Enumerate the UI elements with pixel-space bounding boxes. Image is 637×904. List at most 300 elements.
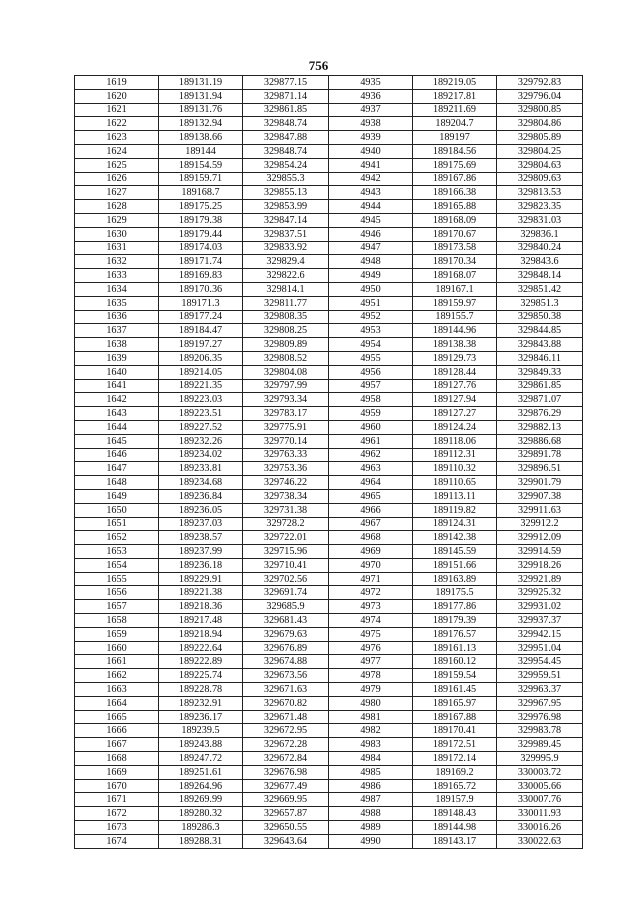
point-id-left-cell: 1636: [75, 310, 159, 324]
y-coordinate-left-cell: 329855.3: [243, 172, 329, 186]
y-coordinate-right-cell: 329846.11: [497, 351, 583, 365]
y-coordinate-left-cell: 329793.34: [243, 393, 329, 407]
point-id-right-cell: 4984: [329, 752, 413, 766]
table-row: [75, 103, 583, 117]
x-coordinate-left-cell: 189170.36: [159, 282, 243, 296]
x-coordinate-right-cell: 189169.2: [413, 765, 497, 779]
x-coordinate-right-cell: 189163.89: [413, 572, 497, 586]
point-id-left-cell: 1620: [75, 89, 159, 103]
x-coordinate-right-cell: 189175.69: [413, 158, 497, 172]
coordinates-table-body: [75, 76, 583, 849]
y-coordinate-left-cell: 329829.4: [243, 255, 329, 269]
table-row: [75, 641, 583, 655]
point-id-left-cell: 1647: [75, 462, 159, 476]
point-id-left-cell: 1659: [75, 627, 159, 641]
point-id-left-cell: 1623: [75, 131, 159, 145]
point-id-left-cell: 1660: [75, 641, 159, 655]
y-coordinate-left-cell: 329674.88: [243, 655, 329, 669]
point-id-left-cell: 1662: [75, 669, 159, 683]
point-id-left-cell: 1628: [75, 200, 159, 214]
y-coordinate-left-cell: 329746.22: [243, 476, 329, 490]
y-coordinate-left-cell: 329848.74: [243, 117, 329, 131]
y-coordinate-right-cell: 329886.68: [497, 434, 583, 448]
table-row: [75, 158, 583, 172]
x-coordinate-right-cell: 189165.97: [413, 696, 497, 710]
point-id-right-cell: 4974: [329, 614, 413, 628]
point-id-right-cell: 4952: [329, 310, 413, 324]
point-id-left-cell: 1638: [75, 338, 159, 352]
x-coordinate-left-cell: 189238.57: [159, 531, 243, 545]
point-id-left-cell: 1641: [75, 379, 159, 393]
x-coordinate-right-cell: 189144.98: [413, 821, 497, 835]
y-coordinate-right-cell: 330016.26: [497, 821, 583, 835]
x-coordinate-right-cell: 189138.38: [413, 338, 497, 352]
x-coordinate-left-cell: 189132.94: [159, 117, 243, 131]
point-id-left-cell: 1646: [75, 448, 159, 462]
point-id-left-cell: 1645: [75, 434, 159, 448]
point-id-right-cell: 4979: [329, 683, 413, 697]
y-coordinate-right-cell: 329912.09: [497, 531, 583, 545]
x-coordinate-left-cell: 189228.78: [159, 683, 243, 697]
x-coordinate-left-cell: 189264.96: [159, 779, 243, 793]
x-coordinate-right-cell: 189119.82: [413, 503, 497, 517]
point-id-right-cell: 4965: [329, 489, 413, 503]
point-id-right-cell: 4951: [329, 296, 413, 310]
y-coordinate-left-cell: 329673.56: [243, 669, 329, 683]
y-coordinate-right-cell: 329861.85: [497, 379, 583, 393]
x-coordinate-left-cell: 189251.61: [159, 765, 243, 779]
x-coordinate-left-cell: 189229.91: [159, 572, 243, 586]
y-coordinate-left-cell: 329847.14: [243, 213, 329, 227]
y-coordinate-left-cell: 329731.38: [243, 503, 329, 517]
y-coordinate-right-cell: 329840.24: [497, 241, 583, 255]
y-coordinate-left-cell: 329809.89: [243, 338, 329, 352]
x-coordinate-left-cell: 189222.64: [159, 641, 243, 655]
y-coordinate-left-cell: 329854.24: [243, 158, 329, 172]
point-id-left-cell: 1640: [75, 365, 159, 379]
x-coordinate-right-cell: 189157.9: [413, 793, 497, 807]
point-id-right-cell: 4988: [329, 807, 413, 821]
point-id-left-cell: 1664: [75, 696, 159, 710]
y-coordinate-left-cell: 329783.17: [243, 407, 329, 421]
table-row: [75, 144, 583, 158]
x-coordinate-left-cell: 189138.66: [159, 131, 243, 145]
point-id-right-cell: 4940: [329, 144, 413, 158]
y-coordinate-left-cell: 329775.91: [243, 420, 329, 434]
y-coordinate-left-cell: 329814.1: [243, 282, 329, 296]
x-coordinate-left-cell: 189174.03: [159, 241, 243, 255]
table-row: [75, 558, 583, 572]
x-coordinate-left-cell: 189171.74: [159, 255, 243, 269]
point-id-right-cell: 4944: [329, 200, 413, 214]
y-coordinate-left-cell: 329808.35: [243, 310, 329, 324]
y-coordinate-right-cell: 329851.42: [497, 282, 583, 296]
table-row: [75, 531, 583, 545]
x-coordinate-right-cell: 189129.73: [413, 351, 497, 365]
x-coordinate-right-cell: 189167.88: [413, 710, 497, 724]
point-id-right-cell: 4975: [329, 627, 413, 641]
point-id-left-cell: 1674: [75, 834, 159, 848]
x-coordinate-left-cell: 189169.83: [159, 269, 243, 283]
point-id-right-cell: 4981: [329, 710, 413, 724]
table-row: [75, 213, 583, 227]
point-id-right-cell: 4948: [329, 255, 413, 269]
x-coordinate-left-cell: 189221.35: [159, 379, 243, 393]
x-coordinate-right-cell: 189172.51: [413, 738, 497, 752]
y-coordinate-right-cell: 329843.6: [497, 255, 583, 269]
x-coordinate-left-cell: 189131.19: [159, 76, 243, 90]
point-id-left-cell: 1673: [75, 821, 159, 835]
point-id-left-cell: 1655: [75, 572, 159, 586]
x-coordinate-left-cell: 189236.17: [159, 710, 243, 724]
point-id-right-cell: 4968: [329, 531, 413, 545]
y-coordinate-left-cell: 329753.36: [243, 462, 329, 476]
y-coordinate-right-cell: 329831.03: [497, 213, 583, 227]
table-row: [75, 476, 583, 490]
table-row: [75, 696, 583, 710]
x-coordinate-right-cell: 189219.05: [413, 76, 497, 90]
y-coordinate-left-cell: 329738.34: [243, 489, 329, 503]
x-coordinate-right-cell: 189175.5: [413, 586, 497, 600]
x-coordinate-right-cell: 189168.09: [413, 213, 497, 227]
y-coordinate-right-cell: 329976.98: [497, 710, 583, 724]
table-row: [75, 683, 583, 697]
x-coordinate-right-cell: 189160.12: [413, 655, 497, 669]
y-coordinate-right-cell: 329882.13: [497, 420, 583, 434]
point-id-right-cell: 4989: [329, 821, 413, 835]
point-id-left-cell: 1626: [75, 172, 159, 186]
table-row: [75, 614, 583, 628]
table-row: [75, 765, 583, 779]
table-row: [75, 462, 583, 476]
y-coordinate-right-cell: 329850.38: [497, 310, 583, 324]
x-coordinate-left-cell: 189184.47: [159, 324, 243, 338]
coordinates-table: [74, 75, 583, 849]
x-coordinate-right-cell: 189113.11: [413, 489, 497, 503]
x-coordinate-right-cell: 189161.13: [413, 641, 497, 655]
point-id-left-cell: 1657: [75, 600, 159, 614]
point-id-left-cell: 1643: [75, 407, 159, 421]
point-id-right-cell: 4982: [329, 724, 413, 738]
y-coordinate-left-cell: 329679.63: [243, 627, 329, 641]
x-coordinate-right-cell: 189211.69: [413, 103, 497, 117]
point-id-right-cell: 4970: [329, 558, 413, 572]
table-row: [75, 503, 583, 517]
y-coordinate-right-cell: 329918.26: [497, 558, 583, 572]
y-coordinate-right-cell: 329959.51: [497, 669, 583, 683]
y-coordinate-right-cell: 329896.51: [497, 462, 583, 476]
point-id-left-cell: 1639: [75, 351, 159, 365]
point-id-right-cell: 4983: [329, 738, 413, 752]
y-coordinate-right-cell: 329967.95: [497, 696, 583, 710]
table-row: [75, 572, 583, 586]
x-coordinate-right-cell: 189155.7: [413, 310, 497, 324]
y-coordinate-left-cell: 329853.99: [243, 200, 329, 214]
y-coordinate-right-cell: 329921.89: [497, 572, 583, 586]
point-id-right-cell: 4957: [329, 379, 413, 393]
y-coordinate-right-cell: 329804.25: [497, 144, 583, 158]
x-coordinate-right-cell: 189112.31: [413, 448, 497, 462]
point-id-right-cell: 4963: [329, 462, 413, 476]
y-coordinate-left-cell: 329672.95: [243, 724, 329, 738]
y-coordinate-right-cell: 329851.3: [497, 296, 583, 310]
point-id-right-cell: 4962: [329, 448, 413, 462]
y-coordinate-right-cell: 329809.63: [497, 172, 583, 186]
x-coordinate-left-cell: 189197.27: [159, 338, 243, 352]
table-row: [75, 365, 583, 379]
x-coordinate-right-cell: 189173.58: [413, 241, 497, 255]
x-coordinate-right-cell: 189142.38: [413, 531, 497, 545]
y-coordinate-right-cell: 329823.35: [497, 200, 583, 214]
point-id-right-cell: 4941: [329, 158, 413, 172]
point-id-left-cell: 1634: [75, 282, 159, 296]
table-row: [75, 710, 583, 724]
point-id-left-cell: 1630: [75, 227, 159, 241]
table-row: [75, 669, 583, 683]
y-coordinate-right-cell: 329901.79: [497, 476, 583, 490]
point-id-right-cell: 4960: [329, 420, 413, 434]
y-coordinate-left-cell: 329681.43: [243, 614, 329, 628]
y-coordinate-right-cell: 330011.93: [497, 807, 583, 821]
x-coordinate-left-cell: 189217.48: [159, 614, 243, 628]
x-coordinate-left-cell: 189154.59: [159, 158, 243, 172]
y-coordinate-left-cell: 329676.89: [243, 641, 329, 655]
y-coordinate-right-cell: 329836.1: [497, 227, 583, 241]
y-coordinate-left-cell: 329672.84: [243, 752, 329, 766]
table-row: [75, 296, 583, 310]
x-coordinate-right-cell: 189124.31: [413, 517, 497, 531]
point-id-left-cell: 1642: [75, 393, 159, 407]
table-row: [75, 255, 583, 269]
x-coordinate-right-cell: 189143.17: [413, 834, 497, 848]
y-coordinate-right-cell: 329876.29: [497, 407, 583, 421]
y-coordinate-left-cell: 329808.25: [243, 324, 329, 338]
table-row: [75, 117, 583, 131]
y-coordinate-left-cell: 329837.51: [243, 227, 329, 241]
y-coordinate-right-cell: 329931.02: [497, 600, 583, 614]
x-coordinate-right-cell: 189159.54: [413, 669, 497, 683]
x-coordinate-right-cell: 189170.34: [413, 255, 497, 269]
x-coordinate-left-cell: 189234.02: [159, 448, 243, 462]
point-id-right-cell: 4978: [329, 669, 413, 683]
x-coordinate-right-cell: 189127.76: [413, 379, 497, 393]
table-row: [75, 310, 583, 324]
x-coordinate-left-cell: 189288.31: [159, 834, 243, 848]
point-id-left-cell: 1658: [75, 614, 159, 628]
table-row: [75, 448, 583, 462]
x-coordinate-right-cell: 189110.65: [413, 476, 497, 490]
x-coordinate-left-cell: 189232.26: [159, 434, 243, 448]
x-coordinate-right-cell: 189166.38: [413, 186, 497, 200]
point-id-right-cell: 4939: [329, 131, 413, 145]
point-id-left-cell: 1661: [75, 655, 159, 669]
y-coordinate-left-cell: 329770.14: [243, 434, 329, 448]
y-coordinate-left-cell: 329676.98: [243, 765, 329, 779]
point-id-right-cell: 4987: [329, 793, 413, 807]
x-coordinate-right-cell: 189165.88: [413, 200, 497, 214]
x-coordinate-left-cell: 189214.05: [159, 365, 243, 379]
x-coordinate-left-cell: 189232.91: [159, 696, 243, 710]
table-row: [75, 338, 583, 352]
y-coordinate-left-cell: 329671.63: [243, 683, 329, 697]
x-coordinate-right-cell: 189177.86: [413, 600, 497, 614]
y-coordinate-right-cell: 329911.63: [497, 503, 583, 517]
table-row: [75, 282, 583, 296]
point-id-right-cell: 4942: [329, 172, 413, 186]
y-coordinate-right-cell: 329849.33: [497, 365, 583, 379]
y-coordinate-right-cell: 329800.85: [497, 103, 583, 117]
x-coordinate-right-cell: 189127.94: [413, 393, 497, 407]
point-id-right-cell: 4969: [329, 545, 413, 559]
point-id-left-cell: 1653: [75, 545, 159, 559]
y-coordinate-left-cell: 329685.9: [243, 600, 329, 614]
y-coordinate-right-cell: 329848.14: [497, 269, 583, 283]
y-coordinate-right-cell: 330003.72: [497, 765, 583, 779]
x-coordinate-left-cell: 189179.44: [159, 227, 243, 241]
point-id-left-cell: 1668: [75, 752, 159, 766]
y-coordinate-left-cell: 329672.28: [243, 738, 329, 752]
y-coordinate-left-cell: 329763.33: [243, 448, 329, 462]
y-coordinate-left-cell: 329848.74: [243, 144, 329, 158]
point-id-right-cell: 4985: [329, 765, 413, 779]
point-id-right-cell: 4959: [329, 407, 413, 421]
x-coordinate-right-cell: 189124.24: [413, 420, 497, 434]
y-coordinate-right-cell: 329907.38: [497, 489, 583, 503]
point-id-left-cell: 1651: [75, 517, 159, 531]
y-coordinate-left-cell: 329797.99: [243, 379, 329, 393]
table-row: [75, 324, 583, 338]
point-id-right-cell: 4973: [329, 600, 413, 614]
table-row: [75, 351, 583, 365]
y-coordinate-right-cell: 329989.45: [497, 738, 583, 752]
point-id-left-cell: 1625: [75, 158, 159, 172]
x-coordinate-left-cell: 189168.7: [159, 186, 243, 200]
x-coordinate-right-cell: 189159.97: [413, 296, 497, 310]
point-id-left-cell: 1656: [75, 586, 159, 600]
table-row: [75, 76, 583, 90]
y-coordinate-right-cell: 330005.66: [497, 779, 583, 793]
x-coordinate-left-cell: 189236.84: [159, 489, 243, 503]
point-id-left-cell: 1649: [75, 489, 159, 503]
x-coordinate-left-cell: 189218.94: [159, 627, 243, 641]
point-id-left-cell: 1629: [75, 213, 159, 227]
table-row: [75, 227, 583, 241]
x-coordinate-right-cell: 189217.81: [413, 89, 497, 103]
point-id-left-cell: 1624: [75, 144, 159, 158]
x-coordinate-right-cell: 189176.57: [413, 627, 497, 641]
point-id-right-cell: 4966: [329, 503, 413, 517]
point-id-right-cell: 4946: [329, 227, 413, 241]
y-coordinate-left-cell: 329811.77: [243, 296, 329, 310]
point-id-right-cell: 4947: [329, 241, 413, 255]
y-coordinate-left-cell: 329670.82: [243, 696, 329, 710]
x-coordinate-left-cell: 189234.68: [159, 476, 243, 490]
table-row: [75, 489, 583, 503]
y-coordinate-left-cell: 329710.41: [243, 558, 329, 572]
y-coordinate-left-cell: 329669.95: [243, 793, 329, 807]
point-id-right-cell: 4986: [329, 779, 413, 793]
table-row: [75, 379, 583, 393]
y-coordinate-left-cell: 329822.6: [243, 269, 329, 283]
table-row: [75, 131, 583, 145]
x-coordinate-left-cell: 189236.05: [159, 503, 243, 517]
y-coordinate-left-cell: 329650.55: [243, 821, 329, 835]
point-id-left-cell: 1672: [75, 807, 159, 821]
table-row: [75, 834, 583, 848]
point-id-right-cell: 4964: [329, 476, 413, 490]
y-coordinate-right-cell: 329914.59: [497, 545, 583, 559]
y-coordinate-left-cell: 329715.96: [243, 545, 329, 559]
y-coordinate-right-cell: 329804.63: [497, 158, 583, 172]
y-coordinate-right-cell: 329792.83: [497, 76, 583, 90]
point-id-left-cell: 1637: [75, 324, 159, 338]
y-coordinate-right-cell: 329843.88: [497, 338, 583, 352]
table-row: [75, 752, 583, 766]
x-coordinate-left-cell: 189177.24: [159, 310, 243, 324]
table-row: [75, 627, 583, 641]
point-id-right-cell: 4945: [329, 213, 413, 227]
y-coordinate-right-cell: 329951.04: [497, 641, 583, 655]
y-coordinate-right-cell: 329963.37: [497, 683, 583, 697]
table-row: [75, 821, 583, 835]
point-id-left-cell: 1667: [75, 738, 159, 752]
table-row: [75, 517, 583, 531]
x-coordinate-left-cell: 189237.03: [159, 517, 243, 531]
x-coordinate-left-cell: 189236.18: [159, 558, 243, 572]
point-id-left-cell: 1652: [75, 531, 159, 545]
point-id-right-cell: 4972: [329, 586, 413, 600]
x-coordinate-left-cell: 189269.99: [159, 793, 243, 807]
page-number: 756: [308, 58, 329, 73]
point-id-right-cell: 4954: [329, 338, 413, 352]
x-coordinate-left-cell: 189237.99: [159, 545, 243, 559]
x-coordinate-left-cell: 189243.88: [159, 738, 243, 752]
x-coordinate-right-cell: 189184.56: [413, 144, 497, 158]
x-coordinate-right-cell: 189127.27: [413, 407, 497, 421]
x-coordinate-right-cell: 189197: [413, 131, 497, 145]
table-row: [75, 434, 583, 448]
y-coordinate-left-cell: 329808.52: [243, 351, 329, 365]
x-coordinate-left-cell: 189233.81: [159, 462, 243, 476]
table-row: [75, 420, 583, 434]
point-id-right-cell: 4938: [329, 117, 413, 131]
point-id-left-cell: 1631: [75, 241, 159, 255]
x-coordinate-right-cell: 189170.67: [413, 227, 497, 241]
table-row: [75, 724, 583, 738]
x-coordinate-left-cell: 189280.32: [159, 807, 243, 821]
y-coordinate-right-cell: 329954.45: [497, 655, 583, 669]
table-row: [75, 172, 583, 186]
point-id-left-cell: 1627: [75, 186, 159, 200]
x-coordinate-left-cell: 189131.76: [159, 103, 243, 117]
x-coordinate-left-cell: 189225.74: [159, 669, 243, 683]
x-coordinate-left-cell: 189221.38: [159, 586, 243, 600]
x-coordinate-left-cell: 189206.35: [159, 351, 243, 365]
point-id-left-cell: 1650: [75, 503, 159, 517]
x-coordinate-left-cell: 189247.72: [159, 752, 243, 766]
point-id-right-cell: 4937: [329, 103, 413, 117]
x-coordinate-left-cell: 189223.03: [159, 393, 243, 407]
x-coordinate-right-cell: 189167.86: [413, 172, 497, 186]
x-coordinate-left-cell: 189223.51: [159, 407, 243, 421]
y-coordinate-right-cell: 329912.2: [497, 517, 583, 531]
x-coordinate-right-cell: 189168.07: [413, 269, 497, 283]
y-coordinate-left-cell: 329861.85: [243, 103, 329, 117]
y-coordinate-left-cell: 329728.2: [243, 517, 329, 531]
y-coordinate-right-cell: 330007.76: [497, 793, 583, 807]
point-id-right-cell: 4971: [329, 572, 413, 586]
y-coordinate-right-cell: 329796.04: [497, 89, 583, 103]
